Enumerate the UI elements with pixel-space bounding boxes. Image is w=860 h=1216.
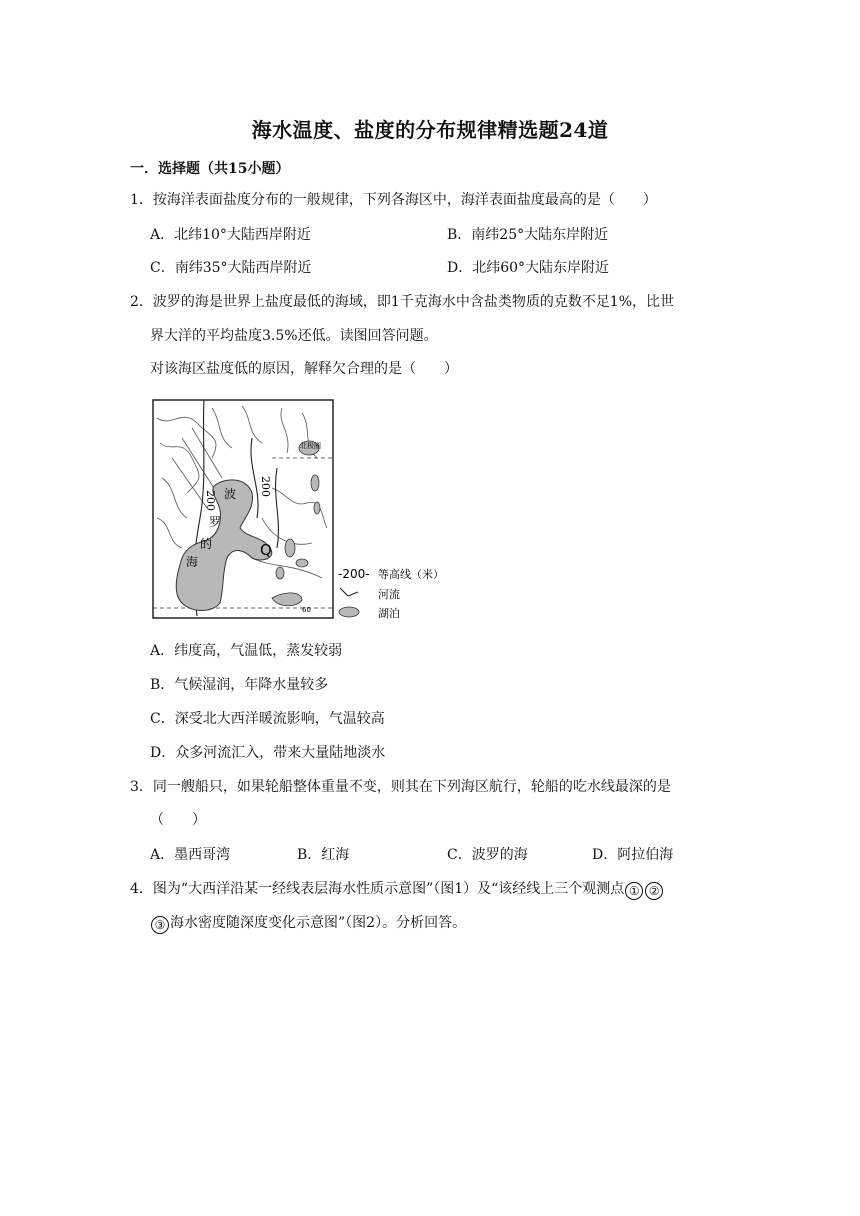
contour-label-2: 200 — [259, 476, 272, 497]
observation-point-1: ① — [625, 882, 643, 900]
q2-option-b: B．气候湿润，年降水量较多 — [150, 677, 329, 693]
contour-label-1: 200 — [204, 490, 217, 511]
q3-option-b: B．红海 — [297, 847, 350, 863]
sea-label-char-4: 海 — [186, 555, 199, 569]
map-legend — [338, 567, 444, 620]
point-q-label: Q — [260, 541, 272, 559]
sea-label-char-2: 罗 — [209, 515, 222, 529]
q4-stem-text-2: 海水密度随深度变化示意图”（图2）。分析回答。 — [170, 915, 467, 931]
q4-stem-text: 4．图为“大西洋沿某一经线表层海水性质示意图”（图1）及“该经线上三个观测点 — [130, 881, 625, 897]
observation-point-2: ② — [645, 882, 663, 900]
page-title: 海水温度、盐度的分布规律精选题24道 — [251, 118, 609, 142]
q4-stem-line1 — [130, 879, 664, 900]
latitude-label: 60 — [302, 606, 311, 614]
baltic-sea-map — [152, 398, 462, 622]
q1-option-a: A．北纬10°大陆西岸附近 — [150, 227, 311, 243]
q2-sub-question: 对该海区盐度低的原因，解释欠合理的是（ ） — [150, 361, 458, 377]
q2-option-a: A．纬度高，气温低，蒸发较弱 — [150, 643, 343, 659]
q3-option-d: D．阿拉伯海 — [592, 847, 674, 863]
q3-option-a: A．墨西哥湾 — [150, 847, 231, 863]
arctic-circle-label: 北极圈 — [300, 442, 321, 450]
q3-option-c: C．波罗的海 — [447, 847, 528, 863]
legend-contour-value: -200- — [338, 567, 370, 581]
sea-label-char-3: 的 — [200, 537, 213, 551]
q3-stem-line1: 3．同一艘船只，如果轮船整体重量不变，则其在下列海区航行，轮船的吃水线最深的是 — [130, 779, 671, 795]
river-legend-icon — [340, 588, 358, 596]
observation-point-3: ③ — [151, 916, 169, 934]
q1-option-d: D．北纬60°大陆东岸附近 — [447, 260, 610, 276]
legend-lake-text: 湖泊 — [378, 607, 400, 620]
q1-option-c: C．南纬35°大陆西岸附近 — [150, 260, 312, 276]
legend-river-text: 河流 — [378, 588, 400, 601]
q4-stem-line2 — [150, 913, 466, 934]
q2-option-d: D．众多河流汇入，带来大量陆地淡水 — [150, 745, 386, 761]
q2-option-c: C．深受北大西洋暖流影响，气温较高 — [150, 711, 385, 727]
sea-label-char-1: 波 — [224, 487, 237, 501]
legend-contour-text: 等高线（米） — [378, 568, 444, 581]
lake-legend-icon — [339, 607, 359, 617]
q1-option-b: B．南纬25°大陆东岸附近 — [447, 227, 609, 243]
q2-stem-line2: 界大洋的平均盐度3.5%还低。读图回答问题。 — [150, 328, 438, 344]
q1-stem: 1．按海洋表面盐度分布的一般规律，下列各海区中，海洋表面盐度最高的是（ ） — [130, 192, 657, 208]
q3-stem-line2: （ ） — [150, 812, 206, 828]
q2-stem-line1: 2．波罗的海是世界上盐度最低的海域，即1千克海水中含盐类物质的克数不足1%，比世 — [130, 294, 675, 310]
section-heading: 一．选择题（共15小题） — [130, 161, 290, 177]
